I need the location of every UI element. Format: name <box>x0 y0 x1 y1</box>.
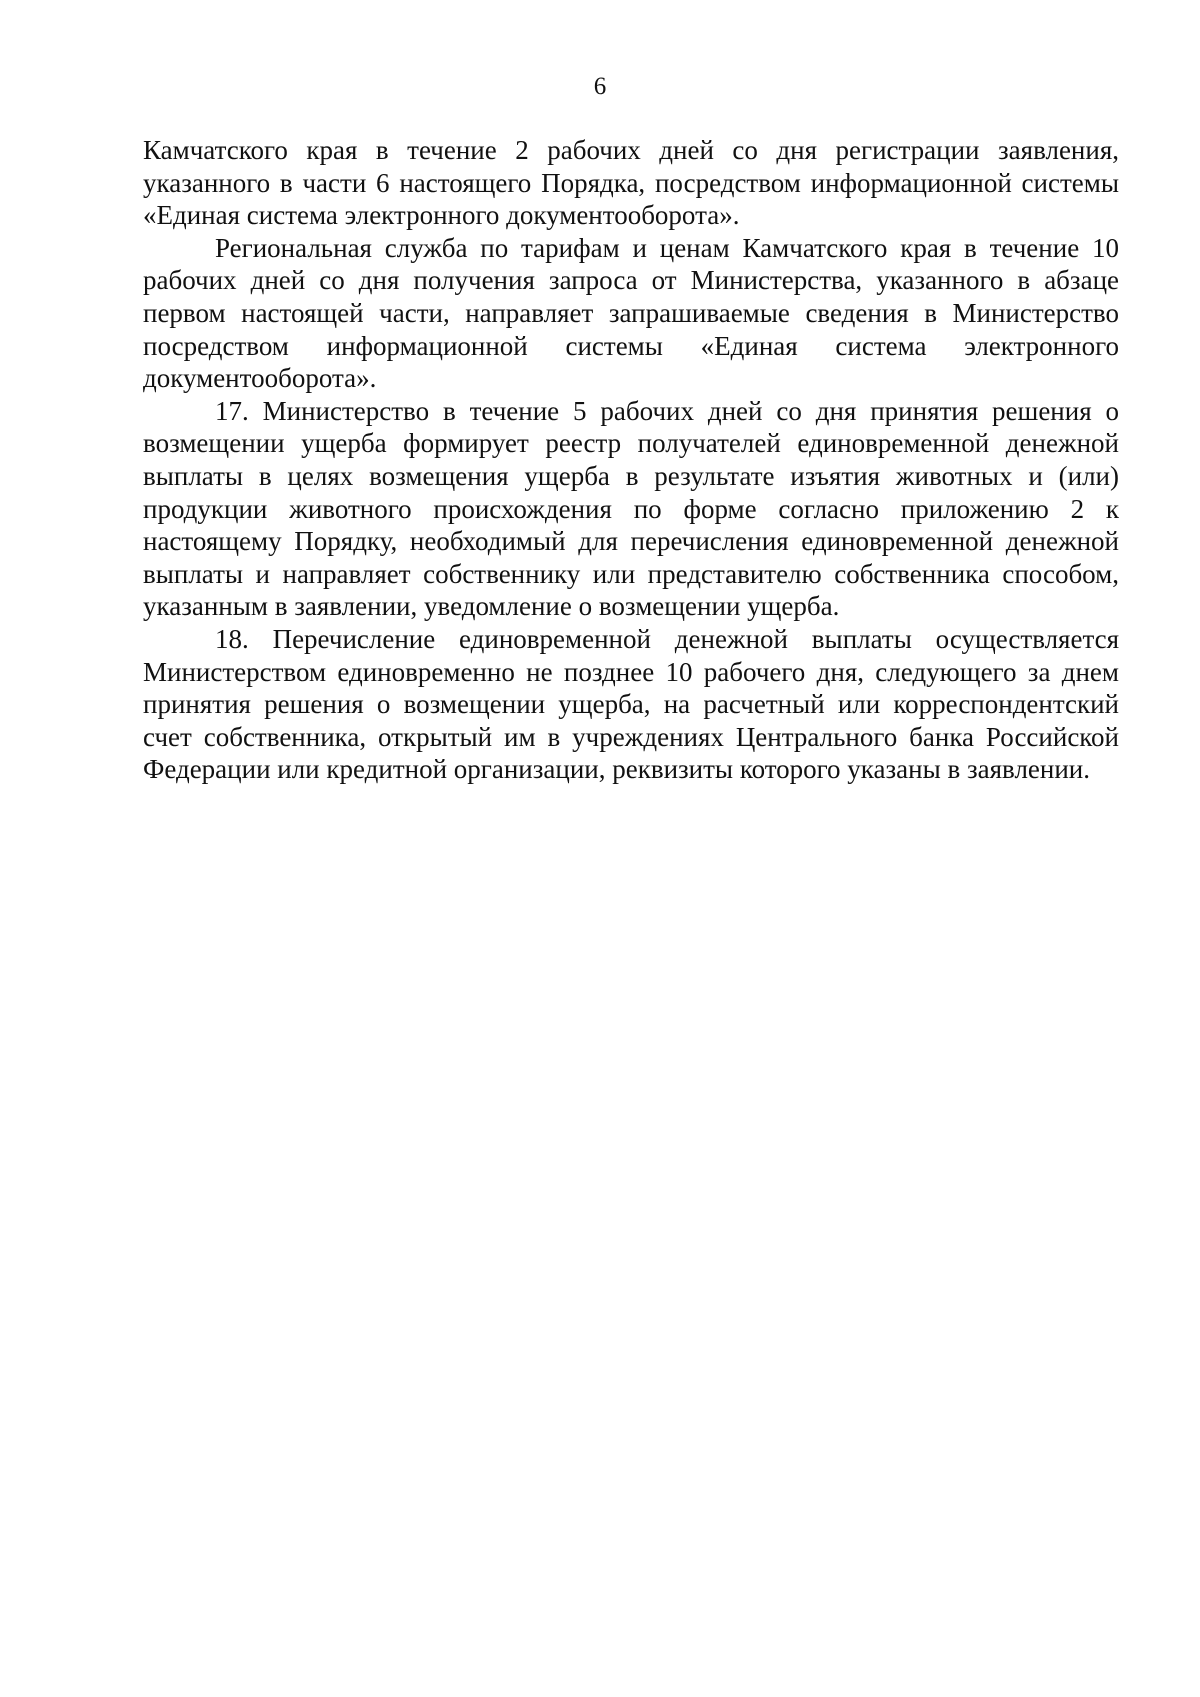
paragraph-clause-17: 17. Министерство в течение 5 рабочих дней со дня принятия решения о возмещении ущерба формирует реестр получателей единовременной денежной выплаты в целях возмещения ущерба в результате изъятия животных и (или) продукции животного происхождения по форме согласно приложению 2 к настоящему Порядку, необходимый для перечисления единовременной денежной выплаты и направляет собственнику или представителю собственника способом, указанным в заявлении, уведомление о возмещении ущерба. <box>143 395 1119 622</box>
paragraph-clause-18: 18. Перечисление единовременной денежной выплаты осуществляется Министерством единовременно не позднее 10 рабочего дня, следующего за днем принятия решения о возмещении ущерба, на расчетный или корреспондентский счет собственника, открытый им в учреждениях Центрального банка Российской Федерации или кредитной организации, реквизиты которого указаны в заявлении. <box>143 623 1119 785</box>
page-number: 6 <box>593 73 607 100</box>
paragraph-continuation: Камчатского края в течение 2 рабочих дней со дня регистрации заявления, указанного в части 6 настоящего Порядка, посредством информационной системы «Единая система электронного документооборота». <box>143 135 1119 231</box>
paragraph-regional-service: Региональная служба по тарифам и ценам Камчатского края в течение 10 рабочих дней со дня получения запроса от Министерства, указанного в абзаце первом настоящей части, направляет запрашиваемые сведения в Министерство посредством информационной системы «Единая система электронного документооборота». <box>143 232 1119 394</box>
document-body <box>143 134 1119 786</box>
